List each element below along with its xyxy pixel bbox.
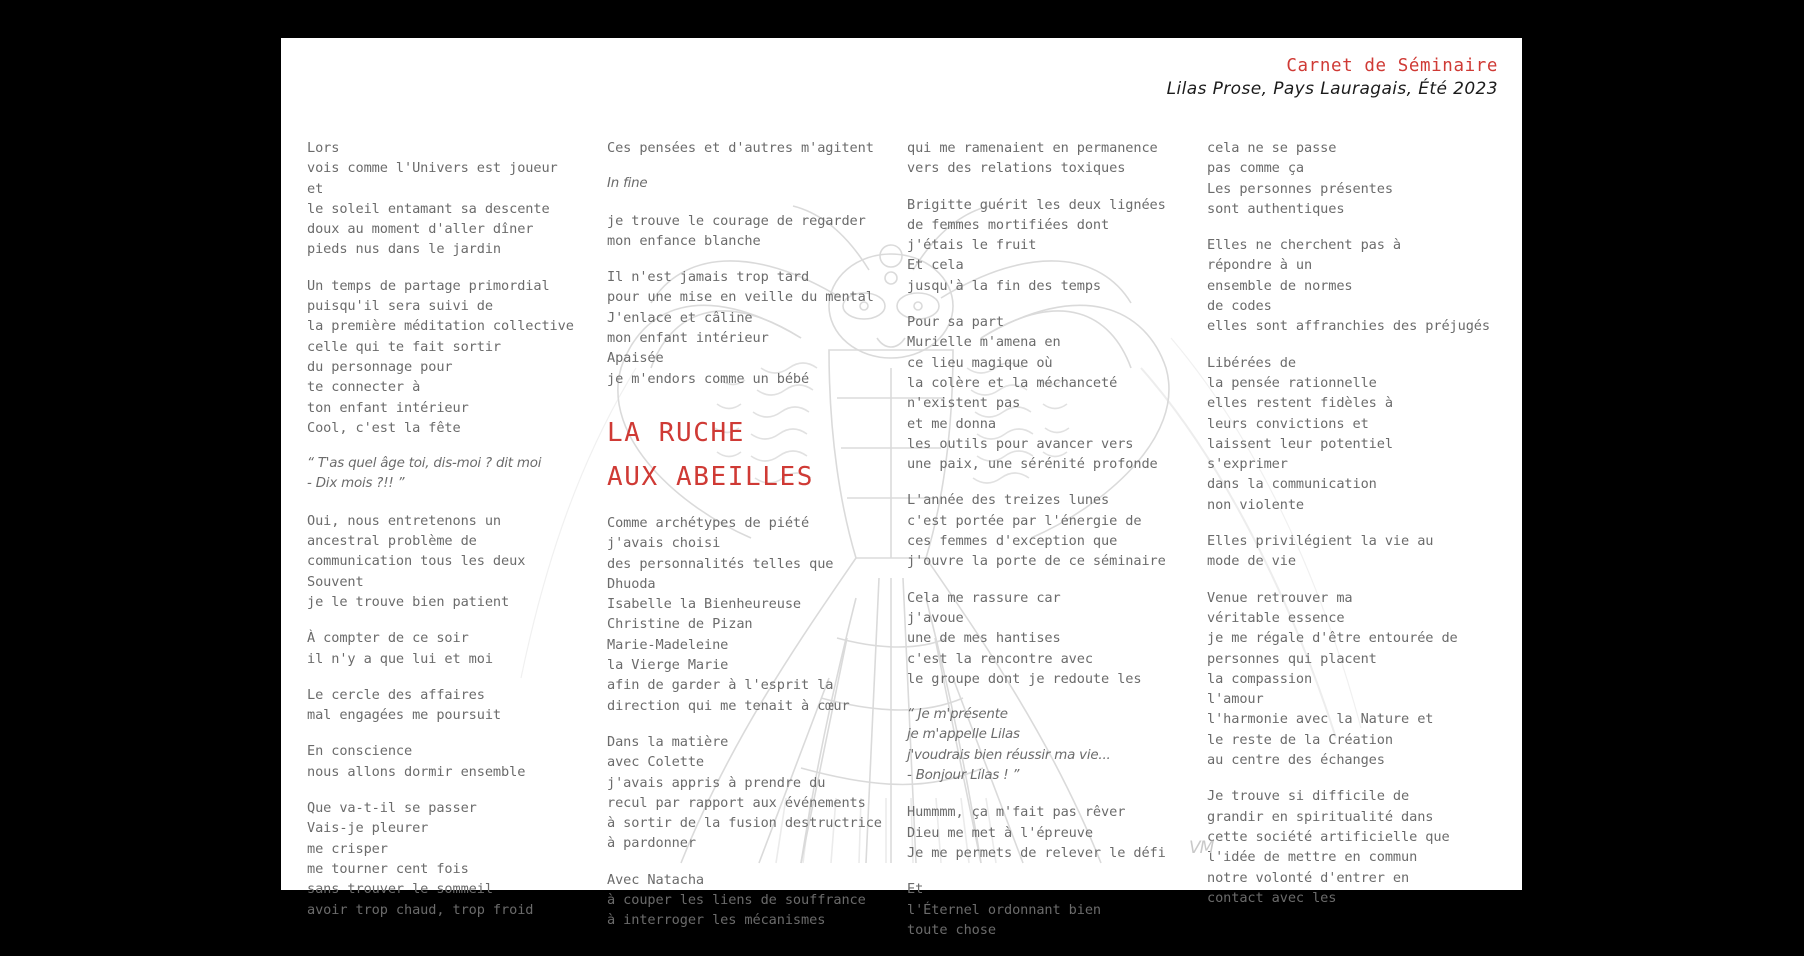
poem-line: J'enlace et câline [607, 309, 753, 326]
poem-stanza [907, 138, 1199, 179]
poem-line: puisqu'il sera suivi de [307, 298, 493, 315]
poem-stanza [907, 802, 1199, 863]
poem-line: L'année des treizes lunes [907, 492, 1110, 509]
poem-line: Dans la matière [607, 733, 729, 750]
poem-stanza [1207, 531, 1499, 572]
poem-line: à couper les liens de souffrance [607, 892, 866, 909]
poem-line: j'avoue [907, 609, 964, 626]
poem-line: - Dix mois ?!! ” [307, 476, 405, 492]
poem-line: mon enfant intérieur [607, 330, 769, 347]
poem-stanza [307, 628, 599, 669]
poem-line: ce lieu magique où [907, 354, 1053, 371]
poem-line: toute chose [907, 921, 996, 938]
poem-line: te connecter à [307, 379, 421, 396]
poem-stanza [307, 511, 599, 612]
poem-line: Que va-t-il se passer [307, 800, 477, 817]
poem-line: Ces pensées et d'autres m'agitent [607, 140, 874, 156]
poem-line: Souvent [307, 573, 364, 590]
poem-line: j'ouvre la porte de ce séminaire [907, 553, 1166, 570]
poem-line: sans trouver le sommeil [307, 881, 493, 898]
poem-line: je m'endors comme un bébé [607, 370, 810, 387]
poem-line: Elles ne cherchent pas à [1207, 237, 1402, 254]
poem-line: et me donna [907, 415, 996, 432]
poem-line: leurs convictions et [1207, 415, 1369, 432]
poem-line: une paix, une sérénité profonde [907, 456, 1158, 473]
poem-line: ancestral problème de [307, 533, 477, 550]
poem-line: à sortir de la fusion destructrice [607, 815, 882, 832]
poem-line: ton enfant intérieur [307, 399, 469, 416]
poem-line: c'est portée par l'énergie de [907, 512, 1142, 529]
poem-line: de codes [1207, 298, 1272, 315]
poem-line: n'existent pas [907, 395, 1021, 412]
poem-line: Murielle m'amena en [907, 334, 1061, 351]
poem-line: avoir trop chaud, trop froid [307, 901, 534, 918]
poem-line: la Vierge Marie [607, 657, 729, 674]
poem-line: je m'appelle Lilas [907, 727, 1020, 743]
poem-line: Le cercle des affaires [307, 686, 485, 703]
poem-line: au centre des échanges [1207, 752, 1385, 769]
poem-line: - Bonjour Lilas ! ” [907, 768, 1020, 784]
poem-stanza [907, 588, 1199, 689]
poem-line: ces femmes d'exception que [907, 533, 1118, 550]
poem-line: le reste de la Création [1207, 731, 1393, 748]
poem-line: personnes qui placent [1207, 650, 1377, 667]
poem-line: laissent leur potentiel [1207, 435, 1393, 452]
poem-line: vois comme l'Univers est joueur [307, 160, 558, 177]
poem-line: doux au moment d'aller dîner [307, 221, 534, 238]
poem-stanza [1207, 786, 1499, 908]
poem-line: j'avais choisi [607, 535, 721, 552]
poem-stanza [607, 174, 899, 194]
poem-line: répondre à un [1207, 257, 1313, 274]
poem-line: mode de vie [1207, 553, 1296, 570]
poem-line: Oui, nous entretenons un [307, 512, 502, 529]
poem-line: Il n'est jamais trop tard [607, 269, 810, 286]
document-title: Carnet de Séminaire [1286, 56, 1498, 76]
poem-line: non violente [1207, 496, 1305, 513]
poem-line: Elles privilégient la vie au [1207, 533, 1434, 550]
poem-line: Cela me rassure car [907, 589, 1061, 606]
poem-line: avec Colette [607, 754, 705, 771]
poem-stanza [307, 685, 599, 726]
poem-line: Hummmm, ça m'fait pas rêver [907, 804, 1126, 821]
poem-line: la première méditation collective [307, 318, 574, 335]
poem-line: pour une mise en veille du mental [607, 289, 874, 306]
poem-stanza [607, 267, 899, 389]
poem-stanza [307, 798, 599, 920]
poem-line: l'Éternel ordonnant bien [907, 901, 1102, 918]
poem-line: grandir en spiritualité dans [1207, 808, 1434, 825]
poem-line: mon enfance blanche [607, 232, 761, 249]
poem-line: des personnalités telles que [607, 555, 834, 572]
column-2 [607, 138, 907, 956]
poem-line: communication tous les deux [307, 553, 526, 570]
poem-line: Isabelle la Bienheureuse [607, 596, 802, 613]
text-columns [307, 138, 1507, 956]
poem-line: Je trouve si difficile de [1207, 788, 1410, 805]
poem-line: je trouve le courage de regarder [607, 212, 866, 229]
section-heading-line: AUX ABEILLES [607, 461, 815, 492]
poem-line: “ Je m'présente [907, 707, 1008, 723]
poem-line: le soleil entamant sa descente [307, 200, 550, 217]
poem-line: une de mes hantises [907, 630, 1061, 647]
poem-line: l'harmonie avec la Nature et [1207, 711, 1434, 728]
column-4 [1207, 138, 1507, 956]
poem-line: Christine de Pizan [607, 616, 753, 633]
poem-line: “ T'as quel âge toi, dis-moi ? dit moi [307, 456, 542, 472]
poem-line: je me régale d'être entourée de [1207, 630, 1458, 647]
poem-line: Pour sa part [907, 314, 1005, 331]
poem-line: me crisper [307, 840, 388, 857]
poem-line: Comme archétypes de piété [607, 514, 810, 531]
poem-line: il n'y a que lui et moi [307, 650, 493, 667]
poem-line: à interroger les mécanismes [607, 912, 826, 929]
poem-line: Apaisée [607, 350, 664, 367]
poem-line: Et [907, 881, 924, 898]
poem-stanza [1207, 588, 1499, 771]
poem-line: j'étais le fruit [907, 237, 1037, 254]
poem-stanza [907, 879, 1199, 940]
poem-stanza [307, 741, 599, 782]
poem-line: En conscience [307, 743, 413, 760]
poem-stanza [907, 312, 1199, 474]
poem-line: Venue retrouver ma [1207, 589, 1353, 606]
poem-line: à pardonner [607, 835, 696, 852]
document-header [1167, 58, 1498, 98]
poem-line: Je me permets de relever le défi [907, 844, 1166, 861]
poem-line: Libérées de [1207, 354, 1296, 371]
poem-line: me tourner cent fois [307, 860, 469, 877]
poem-line: Vais-je pleurer [307, 820, 429, 837]
poem-line: véritable essence [1207, 609, 1345, 626]
poem-line: cette société artificielle que [1207, 828, 1450, 845]
poem-line: qui me ramenaient en permanence [907, 140, 1158, 156]
poem-line: je le trouve bien patient [307, 593, 510, 610]
poem-stanza [607, 138, 899, 158]
poem-line: In fine [607, 176, 648, 192]
poem-line: Un temps de partage primordial [307, 277, 550, 294]
poem-line: s'exprimer [1207, 456, 1288, 473]
poem-line: contact avec les [1207, 889, 1337, 906]
poem-line: À compter de ce soir [307, 630, 469, 647]
document-page [281, 38, 1522, 938]
section-heading [607, 411, 899, 499]
poem-line: sont authentiques [1207, 200, 1345, 217]
poem-line: elles restent fidèles à [1207, 395, 1393, 412]
poem-line: recul par rapport aux événements [607, 794, 866, 811]
poem-line: l'amour [1207, 691, 1264, 708]
section-heading-line: LA RUCHE [607, 417, 746, 448]
poem-stanza [307, 276, 599, 438]
poem-stanza [1207, 235, 1499, 336]
poem-line: de femmes mortifiées dont [907, 216, 1110, 233]
document-subtitle: Lilas Prose, Pays Lauragais, Été 2023 [1166, 78, 1498, 99]
poem-stanza [607, 211, 899, 252]
poem-stanza [1207, 353, 1499, 515]
poem-line: la pensée rationnelle [1207, 374, 1377, 391]
poem-line: l'idée de mettre en commun [1207, 849, 1418, 866]
poem-line: Lors [307, 140, 340, 156]
poem-line: pas comme ça [1207, 160, 1305, 177]
poem-line: nous allons dormir ensemble [307, 763, 526, 780]
poem-stanza [1207, 138, 1499, 219]
poem-line: celle qui te fait sortir [307, 338, 502, 355]
poem-line: cela ne se passe [1207, 140, 1337, 156]
poem-line: le groupe dont je redoute les [907, 670, 1142, 687]
poem-line: la colère et la méchanceté [907, 374, 1118, 391]
poem-line: Dieu me met à l'épreuve [907, 824, 1093, 841]
poem-stanza [907, 195, 1199, 296]
poem-line: elles sont affranchies des préjugés [1207, 318, 1490, 335]
poem-line: ensemble de normes [1207, 277, 1353, 294]
poem-line: notre volonté d'entrer en [1207, 869, 1410, 886]
poem-line: mal engagées me poursuit [307, 707, 502, 724]
poem-line: Les personnes présentes [1207, 180, 1393, 197]
poem-line: Brigitte guérit les deux lignées [907, 196, 1166, 213]
poem-stanza [607, 870, 899, 931]
poem-stanza [607, 732, 899, 854]
poem-line: j'avais appris à prendre du [607, 774, 826, 791]
column-1 [307, 138, 607, 956]
poem-stanza [607, 513, 899, 716]
poem-line: Dhuoda [607, 575, 656, 592]
poem-line: direction qui me tenait à cœur [607, 697, 850, 714]
poem-line: la compassion [1207, 670, 1313, 687]
poem-line: du personnage pour [307, 358, 453, 375]
poem-line: et [307, 180, 324, 197]
artist-signature: VM [1189, 838, 1214, 858]
poem-stanza [307, 454, 599, 495]
poem-line: jusqu'à la fin des temps [907, 277, 1102, 294]
poem-stanza [307, 138, 599, 260]
poem-line: vers des relations toxiques [907, 160, 1126, 177]
poem-line: Cool, c'est la fête [307, 419, 461, 436]
poem-stanza [907, 705, 1199, 786]
poem-line: dans la communication [1207, 476, 1377, 493]
poem-line: Avec Natacha [607, 871, 705, 888]
poem-line: Et cela [907, 257, 964, 274]
poem-line: c'est la rencontre avec [907, 650, 1093, 667]
poem-line: pieds nus dans le jardin [307, 241, 502, 258]
poem-stanza [907, 490, 1199, 571]
poem-line: afin de garder à l'esprit la [607, 677, 834, 694]
poem-line: Marie-Madeleine [607, 636, 729, 653]
column-3 [907, 138, 1207, 956]
poem-line: les outils pour avancer vers [907, 435, 1134, 452]
poem-line: j'voudrais bien réussir ma vie... [907, 747, 1111, 763]
